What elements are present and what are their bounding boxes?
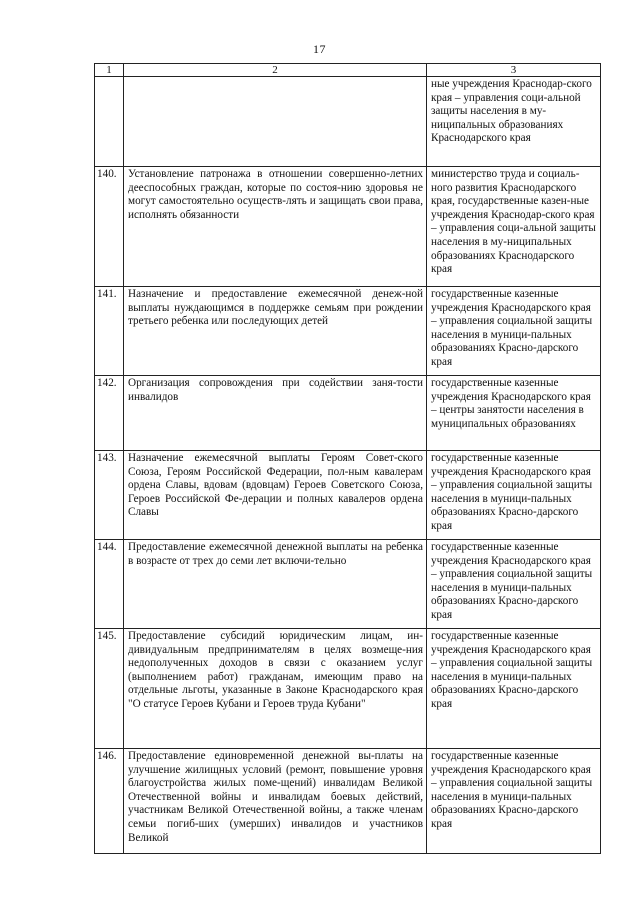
responsible-organization: государственные казенные учреждения Краснодарского края – управления социальной защиты населения в муници-пальных образованиях Красно-дарского края (427, 749, 601, 854)
table-row (95, 167, 601, 287)
header-col-2: 2 (124, 64, 427, 77)
service-description: Назначение и предоставление ежемесячной денеж-ной выплаты нуждающимся в поддержке семьям при рождении третьего ребенка или последующих детей (124, 287, 427, 376)
header-col-1: 1 (95, 64, 124, 77)
row-number: 141. (95, 287, 124, 376)
table-row (95, 540, 601, 629)
row-number: 146. (95, 749, 124, 854)
service-description: Предоставление субсидий юридическим лицам, ин-дивидуальным предпринимателям в целях возмеще-ния недополученных доходов в связи с оказанием услуг (выполнением работ) гражданам, имеющим право на отдельные льготы, указанные в Законе Краснодарского края "О статусе Героев Кубани и Героев труда Кубани" (124, 629, 427, 749)
service-description: Установление патронажа в отношении совершенно-летних дееспособных граждан, которые по состоя-нию здоровья не могут самостоятельно осуществ-лять и защищать свои права, исполнять обязанности (124, 167, 427, 287)
row-number: 142. (95, 376, 124, 451)
row-number: 143. (95, 451, 124, 540)
table-header-row (95, 64, 601, 77)
responsible-organization: государственные казенные учреждения Краснодарского края – центры занятости населения в муниципальных образованиях (427, 376, 601, 451)
table-row (95, 376, 601, 451)
page-number: 17 (313, 42, 326, 56)
responsible-organization: государственные казенные учреждения Краснодарского края – управления социальной защиты населения в муници-пальных образованиях Красно-дарского края (427, 629, 601, 749)
table-row (95, 451, 601, 540)
row-number: 145. (95, 629, 124, 749)
service-description: Предоставление ежемесячной денежной выплаты на ребенка в возрасте от трех до семи лет включи-тельно (124, 540, 427, 629)
responsible-organization: ные учреждения Краснодар-ского края – управления соци-альной защиты населения в му-ниципальных образованиях Краснодарского края (427, 77, 601, 167)
service-description: Предоставление единовременной денежной вы-платы на улучшение жилищных условий (ремонт, повышение уровня благоустройства жилых поме-щений) инвалидам Великой Отечественной войны и инвалидам боевых действий, участникам Великой Отечественной войны, а также членам семьи погиб-ших (умерших) инвалидов и участников Великой (124, 749, 427, 854)
service-description: Организация сопровождения при содействии заня-тости инвалидов (124, 376, 427, 451)
responsible-organization: государственные казенные учреждения Краснодарского края – управления социальной защиты населения в муници-пальных образованиях Красно-дарского края (427, 540, 601, 629)
row-number: 140. (95, 167, 124, 287)
responsible-organization: государственные казенные учреждения Краснодарского края – управления социальной защиты населения в муници-пальных образованиях Красно-дарского края (427, 287, 601, 376)
service-description (124, 77, 427, 167)
table-row (95, 629, 601, 749)
table-row (95, 77, 601, 167)
table-row (95, 749, 601, 854)
row-number (95, 77, 124, 167)
service-description: Назначение ежемесячной выплаты Героям Совет-ского Союза, Героям Российской Федерации, пол-ным кавалерам ордена Славы, вдовам (вдовцам) Героев Советского Союза, Героев Российской Фе-дерации и полных кавалеров ордена Славы (124, 451, 427, 540)
table-row (95, 287, 601, 376)
responsible-organization: министерство труда и социаль-ного развития Краснодарского края, государственные казен-ные учреждения Краснодар-ского края – управления соци-альной защиты населения в му-ниципальных образованиях Краснодарского края (427, 167, 601, 287)
row-number: 144. (95, 540, 124, 629)
responsible-organization: государственные казенные учреждения Краснодарского края – управления социальной защиты населения в муници-пальных образованиях Красно-дарского края (427, 451, 601, 540)
header-col-3: 3 (427, 64, 601, 77)
services-table (94, 63, 601, 854)
